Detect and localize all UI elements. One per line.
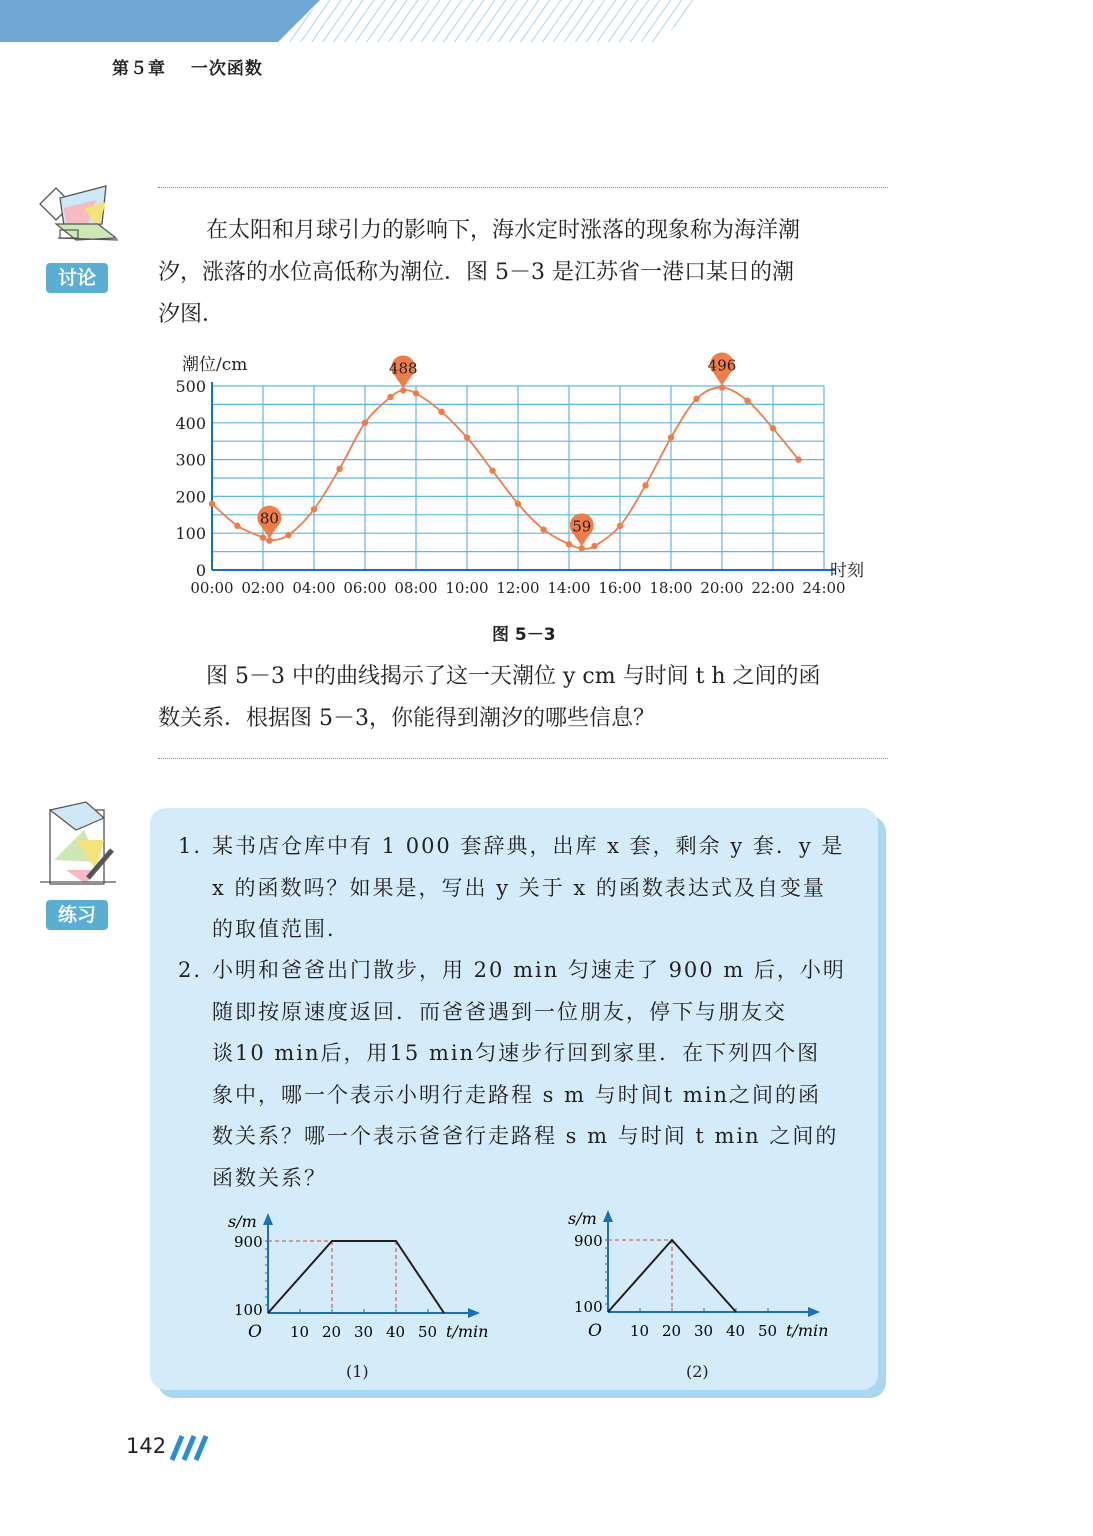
data-point bbox=[387, 394, 393, 400]
graph-2-xtick: 10 bbox=[630, 1322, 650, 1340]
data-point bbox=[642, 482, 648, 488]
x-tick-label: 16:00 bbox=[598, 579, 642, 597]
data-point bbox=[693, 396, 699, 402]
x-tick-label: 18:00 bbox=[649, 579, 693, 597]
y-tick-label: 0 bbox=[195, 561, 206, 580]
data-point bbox=[260, 534, 266, 540]
page-slash-decoration bbox=[162, 1434, 208, 1462]
graph-1-ytick: 900 bbox=[234, 1233, 263, 1251]
x-tick-label: 12:00 bbox=[496, 579, 540, 597]
data-point bbox=[668, 434, 674, 440]
graph-1-xtick: 20 bbox=[322, 1323, 342, 1341]
data-point bbox=[770, 425, 776, 431]
graph-1-ylabel: s/m bbox=[228, 1212, 257, 1231]
data-point bbox=[464, 434, 470, 440]
data-point bbox=[744, 398, 750, 404]
y-tick-label: 500 bbox=[175, 377, 206, 396]
graph-1-xtick: 50 bbox=[418, 1323, 438, 1341]
exercise-line: 的取值范围． bbox=[212, 917, 350, 941]
x-axis-label: 时刻 bbox=[830, 561, 864, 581]
page-number-text: 142 bbox=[126, 1434, 167, 1458]
exercise-2 bbox=[178, 950, 862, 1199]
x-tick-label: 06:00 bbox=[343, 579, 387, 597]
exercise-number: 2. bbox=[178, 958, 203, 982]
graph-2-xtick: 30 bbox=[694, 1322, 714, 1340]
chapter-number: 第５章 bbox=[112, 59, 166, 79]
graph-1-xtick: 30 bbox=[354, 1323, 374, 1341]
peak-marker-label: 488 bbox=[388, 359, 418, 378]
graph-1-xlabel: t/min bbox=[446, 1322, 489, 1341]
exercise-line: 数关系？哪一个表示爸爸行走路程 s m 与时间 t min 之间的 bbox=[212, 1124, 839, 1148]
graph-2-caption: (2) bbox=[686, 1362, 709, 1381]
graph-1-xtick: 40 bbox=[386, 1323, 406, 1341]
exercise-line: x 的函数吗？如果是，写出 y 关于 x 的函数表达式及自变量 bbox=[212, 875, 826, 900]
header-banner bbox=[0, 0, 1093, 44]
data-point bbox=[336, 466, 342, 472]
exercise-line: 谈10 min后，用15 min匀速步行回到家里．在下列四个图 bbox=[212, 1041, 821, 1065]
graph-2-ylabel: s/m bbox=[568, 1209, 597, 1228]
peak-marker-label: 496 bbox=[707, 356, 737, 375]
practice-icon bbox=[36, 800, 122, 890]
data-point bbox=[617, 523, 623, 529]
x-tick-label: 24:00 bbox=[802, 579, 846, 597]
y-tick-label: 100 bbox=[175, 524, 206, 544]
data-point bbox=[591, 543, 597, 549]
discussion-icon bbox=[36, 180, 122, 256]
graph-1 bbox=[222, 1205, 502, 1355]
x-tick-label: 10:00 bbox=[445, 579, 489, 597]
exercise-1 bbox=[178, 826, 862, 951]
chapter-title: 一次函数 bbox=[190, 59, 263, 79]
graph-1-ytick: 100 bbox=[234, 1301, 263, 1319]
tide-curve bbox=[212, 387, 799, 548]
graph-1-xtick: 10 bbox=[290, 1323, 310, 1341]
data-point bbox=[234, 523, 240, 529]
exercise-line: 某书店仓库中有 1 000 套辞典，出库 x 套，剩余 y 套．y 是 bbox=[212, 834, 845, 858]
data-point bbox=[489, 467, 495, 473]
graph-2-ytick: 900 bbox=[574, 1232, 603, 1250]
divider-top bbox=[158, 187, 888, 188]
tide-chart bbox=[160, 348, 880, 610]
x-tick-label: 20:00 bbox=[700, 579, 744, 597]
graph-2 bbox=[562, 1202, 842, 1352]
data-point bbox=[515, 501, 521, 507]
practice-tag: 练习 bbox=[46, 900, 108, 930]
x-tick-label: 08:00 bbox=[394, 579, 438, 597]
discussion-line: 在太阳和月球引力的影响下，海水定时涨落的现象称为海洋潮 bbox=[206, 218, 801, 243]
exercise-line: 函数关系？ bbox=[212, 1165, 327, 1190]
question-line: 图 5－3 中的曲线揭示了这一天潮位 y cm 与时间 t h 之间的函 bbox=[206, 664, 821, 689]
exercise-line: 象中，哪一个表示小明行走路程 s m 与时间t min之间的函 bbox=[212, 1082, 821, 1107]
x-tick-label: 14:00 bbox=[547, 579, 591, 597]
y-axis-label: 潮位/cm bbox=[182, 355, 248, 375]
graph-2-origin: O bbox=[588, 1321, 602, 1341]
graph-2-ytick: 100 bbox=[574, 1298, 603, 1316]
data-point bbox=[566, 541, 572, 547]
discussion-question bbox=[158, 656, 898, 740]
y-tick-label: 200 bbox=[175, 487, 206, 507]
exercise-line: 随即按原速度返回．而爸爸遇到一位朋友，停下与朋友交 bbox=[212, 999, 787, 1024]
data-point bbox=[413, 390, 419, 396]
y-tick-label: 300 bbox=[175, 450, 206, 470]
discussion-text bbox=[158, 210, 898, 336]
peak-marker-label: 80 bbox=[259, 509, 279, 528]
graph-2-xlabel: t/min bbox=[786, 1321, 829, 1340]
divider-bottom bbox=[158, 758, 888, 759]
data-point bbox=[311, 506, 317, 512]
exercise-line: 小明和爸爸出门散步，用 20 min 匀速走了 900 m 后，小明 bbox=[212, 958, 846, 982]
x-tick-label: 00:00 bbox=[190, 579, 234, 597]
exercise-number: 1. bbox=[178, 834, 203, 858]
question-line: 数关系．根据图 5－3，你能得到潮汐的哪些信息？ bbox=[158, 706, 655, 731]
figure-caption: 图 5－3 bbox=[492, 625, 556, 645]
data-point bbox=[209, 501, 215, 507]
discussion-tag: 讨论 bbox=[46, 263, 108, 293]
data-point bbox=[795, 456, 801, 462]
peak-marker-label: 59 bbox=[572, 517, 592, 536]
discussion-line: 汐，涨落的水位高低称为潮位．图 5－3 是江苏省一港口某日的潮 bbox=[158, 260, 794, 285]
graph-1-caption: (1) bbox=[346, 1362, 369, 1381]
x-tick-label: 04:00 bbox=[292, 579, 336, 597]
graph-2-xtick: 20 bbox=[662, 1322, 682, 1340]
graph-2-xtick: 50 bbox=[758, 1322, 778, 1340]
y-tick-label: 400 bbox=[175, 413, 206, 433]
data-point bbox=[540, 526, 546, 532]
data-point bbox=[362, 420, 368, 426]
graph-2-xtick: 40 bbox=[726, 1322, 746, 1340]
x-tick-label: 22:00 bbox=[751, 579, 795, 597]
graph-1-origin: O bbox=[248, 1322, 262, 1342]
discussion-line: 汐图． bbox=[158, 302, 225, 327]
data-point bbox=[285, 532, 291, 538]
x-tick-label: 02:00 bbox=[241, 579, 285, 597]
page-number bbox=[126, 1434, 166, 1458]
running-header bbox=[112, 54, 281, 79]
data-point bbox=[438, 409, 444, 415]
